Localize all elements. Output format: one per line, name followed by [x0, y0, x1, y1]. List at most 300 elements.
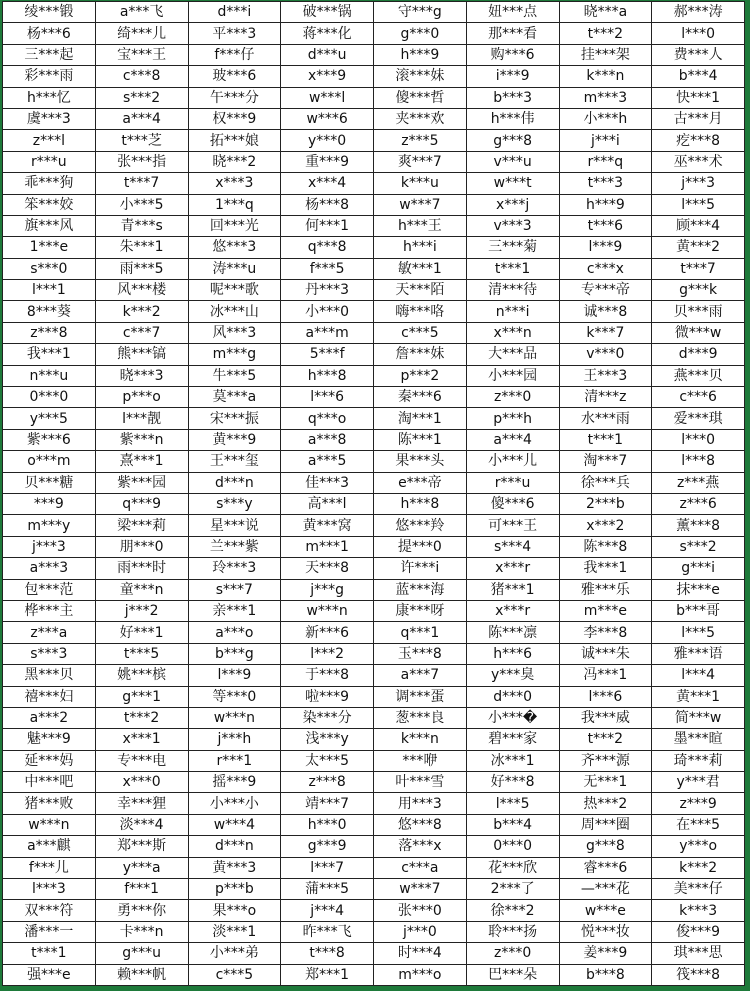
table-cell: g***8: [466, 130, 559, 151]
table-cell: 风***楼: [95, 280, 188, 301]
table-cell: 权***9: [188, 108, 281, 129]
table-cell: x***j: [466, 194, 559, 215]
table-cell: 桦***主: [3, 600, 96, 621]
table-cell: 丹***3: [281, 280, 374, 301]
table-cell: 专***帝: [559, 280, 652, 301]
table-row: [3, 536, 745, 557]
table-cell: 等***0: [188, 686, 281, 707]
table-cell: 兰***紫: [188, 536, 281, 557]
table-cell: 紫***6: [3, 429, 96, 450]
table-row: [3, 515, 745, 536]
table-cell: 夹***欢: [374, 108, 467, 129]
table-cell: h***9: [559, 194, 652, 215]
table-cell: 破***锅: [281, 2, 374, 23]
table-cell: 紫***园: [95, 472, 188, 493]
table-cell: 旗***风: [3, 215, 96, 236]
table-cell: 落***x: [374, 836, 467, 857]
table-cell: d***i: [188, 2, 281, 23]
table-cell: v***u: [466, 151, 559, 172]
table-cell: 詹***妹: [374, 344, 467, 365]
table-cell: z***0: [466, 387, 559, 408]
table-cell: w***n: [281, 600, 374, 621]
table-cell: 张***0: [374, 900, 467, 921]
table-cell: 涛***u: [188, 258, 281, 279]
table-cell: w***t: [466, 173, 559, 194]
table-cell: 陈***8: [559, 536, 652, 557]
table-cell: 微***w: [652, 322, 745, 343]
table-cell: 蒋***化: [281, 23, 374, 44]
table-cell: 强***e: [3, 964, 96, 985]
table-row: [3, 408, 745, 429]
table-cell: 天***陌: [374, 280, 467, 301]
table-cell: q***8: [281, 237, 374, 258]
table-cell: 魅***9: [3, 729, 96, 750]
table-cell: b***4: [652, 66, 745, 87]
table-cell: 染***分: [281, 707, 374, 728]
table-cell: 琪***思: [652, 943, 745, 964]
table-cell: 淡***4: [95, 814, 188, 835]
table-cell: c***a: [374, 857, 467, 878]
table-cell: 中***吧: [3, 772, 96, 793]
table-cell: w***n: [188, 707, 281, 728]
table-row: [3, 921, 745, 942]
table-cell: 热***2: [559, 793, 652, 814]
table-row: [3, 643, 745, 664]
table-cell: 三***菊: [466, 237, 559, 258]
table-cell: g***0: [374, 23, 467, 44]
table-row: [3, 322, 745, 343]
table-cell: t***5: [95, 643, 188, 664]
table-cell: 三***起: [3, 44, 96, 65]
table-cell: —***花: [559, 879, 652, 900]
table-cell: 费***人: [652, 44, 745, 65]
table-cell: ***9: [3, 493, 96, 514]
table-cell: j***0: [374, 921, 467, 942]
table-cell: y***0: [281, 130, 374, 151]
table-cell: 黄***1: [652, 686, 745, 707]
table-cell: a***麒: [3, 836, 96, 857]
table-cell: h***0: [281, 814, 374, 835]
table-row: [3, 344, 745, 365]
table-cell: p***b: [188, 879, 281, 900]
table-row: [3, 879, 745, 900]
table-row: [3, 558, 745, 579]
table-cell: 猪***败: [3, 793, 96, 814]
table-cell: 聆***扬: [466, 921, 559, 942]
table-cell: 卡***n: [95, 921, 188, 942]
table-cell: 佳***3: [281, 472, 374, 493]
table-cell: n***i: [466, 301, 559, 322]
table-cell: l***靓: [95, 408, 188, 429]
table-row: [3, 237, 745, 258]
table-cell: 1***e: [3, 237, 96, 258]
table-cell: w***l: [281, 87, 374, 108]
table-cell: 何***1: [281, 215, 374, 236]
table-cell: 2***了: [466, 879, 559, 900]
table-cell: 昨***飞: [281, 921, 374, 942]
table-cell: r***q: [559, 151, 652, 172]
table-cell: 陈***1: [374, 429, 467, 450]
table-row: [3, 87, 745, 108]
table-cell: 爽***7: [374, 151, 467, 172]
table-cell: 王***玺: [188, 451, 281, 472]
table-cell: 挂***架: [559, 44, 652, 65]
table-cell: s***2: [652, 536, 745, 557]
table-cell: 朱***1: [95, 237, 188, 258]
table-cell: a***8: [281, 429, 374, 450]
table-cell: w***4: [188, 814, 281, 835]
table-cell: 禧***妇: [3, 686, 96, 707]
table-cell: i***9: [466, 66, 559, 87]
table-cell: 傻***哲: [374, 87, 467, 108]
table-cell: h***9: [374, 44, 467, 65]
table-row: [3, 857, 745, 878]
table-cell: z***a: [3, 622, 96, 643]
table-cell: 于***8: [281, 665, 374, 686]
table-cell: x***n: [466, 322, 559, 343]
table-cell: q***9: [95, 493, 188, 514]
table-cell: 潘***一: [3, 921, 96, 942]
table-cell: 那***看: [466, 23, 559, 44]
table-cell: 2***b: [559, 493, 652, 514]
table-cell: s***4: [466, 536, 559, 557]
table-cell: l***0: [652, 429, 745, 450]
table-cell: s***y: [188, 493, 281, 514]
table-cell: d***n: [188, 836, 281, 857]
table-row: [3, 836, 745, 857]
table-cell: 紫***n: [95, 429, 188, 450]
table-cell: v***0: [559, 344, 652, 365]
table-cell: 购***6: [466, 44, 559, 65]
table-cell: 姜***9: [559, 943, 652, 964]
table-cell: 守***g: [374, 2, 467, 23]
table-cell: b***8: [559, 964, 652, 985]
table-cell: s***7: [188, 579, 281, 600]
table-cell: t***3: [559, 173, 652, 194]
table-cell: 杨***6: [3, 23, 96, 44]
table-cell: h***伟: [466, 108, 559, 129]
table-cell: 晓***3: [95, 365, 188, 386]
table-cell: 杨***8: [281, 194, 374, 215]
table-row: [3, 793, 745, 814]
table-cell: 浅***y: [281, 729, 374, 750]
table-cell: 碧***家: [466, 729, 559, 750]
table-cell: 提***0: [374, 536, 467, 557]
table-cell: 高***l: [281, 493, 374, 514]
table-cell: 幸***狸: [95, 793, 188, 814]
table-cell: 嗨***咯: [374, 301, 467, 322]
table-cell: 悠***3: [188, 237, 281, 258]
table-cell: 重***9: [281, 151, 374, 172]
table-cell: 墨***暄: [652, 729, 745, 750]
table-row: [3, 707, 745, 728]
table-cell: 拓***娘: [188, 130, 281, 151]
table-cell: 悠***羚: [374, 515, 467, 536]
table-cell: j***3: [652, 173, 745, 194]
table-cell: 青***s: [95, 215, 188, 236]
table-cell: 俊***9: [652, 921, 745, 942]
table-cell: 0***0: [3, 387, 96, 408]
table-row: [3, 44, 745, 65]
table-cell: 张***指: [95, 151, 188, 172]
table-cell: 呢***歌: [188, 280, 281, 301]
table-cell: 睿***6: [559, 857, 652, 878]
table-cell: 小***�: [466, 707, 559, 728]
table-cell: 郑***1: [281, 964, 374, 985]
table-cell: 果***o: [188, 900, 281, 921]
table-row: [3, 493, 745, 514]
table-cell: 乖***狗: [3, 173, 96, 194]
table-cell: 雅***乐: [559, 579, 652, 600]
table-cell: a***飞: [95, 2, 188, 23]
table-cell: d***u: [281, 44, 374, 65]
table-cell: x***1: [95, 729, 188, 750]
table-cell: m***3: [559, 87, 652, 108]
table-cell: c***x: [559, 258, 652, 279]
table-cell: 巫***术: [652, 151, 745, 172]
table-cell: 双***符: [3, 900, 96, 921]
table-row: [3, 173, 745, 194]
table-cell: l***1: [3, 280, 96, 301]
table-cell: 悦***妆: [559, 921, 652, 942]
table-cell: 我***威: [559, 707, 652, 728]
table-row: [3, 451, 745, 472]
table-cell: l***5: [652, 622, 745, 643]
table-cell: 彩***雨: [3, 66, 96, 87]
table-row: [3, 23, 745, 44]
table-cell: 好***8: [466, 772, 559, 793]
table-cell: x***4: [281, 173, 374, 194]
table-cell: x***r: [466, 558, 559, 579]
table-cell: t***7: [95, 173, 188, 194]
table-cell: d***n: [188, 472, 281, 493]
table-cell: 童***n: [95, 579, 188, 600]
table-cell: j***3: [3, 536, 96, 557]
table-cell: 郑***斯: [95, 836, 188, 857]
table-row: [3, 750, 745, 771]
table-cell: t***芝: [95, 130, 188, 151]
table-cell: z***l: [3, 130, 96, 151]
table-cell: w***7: [374, 879, 467, 900]
table-cell: 巴***朵: [466, 964, 559, 985]
table-cell: x***2: [559, 515, 652, 536]
table-cell: s***3: [3, 643, 96, 664]
table-cell: l***9: [188, 665, 281, 686]
table-row: [3, 622, 745, 643]
table-cell: c***6: [652, 387, 745, 408]
table-cell: 小***h: [559, 108, 652, 129]
table-cell: 勇***你: [95, 900, 188, 921]
table-row: [3, 194, 745, 215]
table-cell: g***8: [559, 836, 652, 857]
table-cell: r***1: [188, 750, 281, 771]
table-cell: 周***圈: [559, 814, 652, 835]
table-cell: z***8: [3, 322, 96, 343]
table-cell: 琦***莉: [652, 750, 745, 771]
table-row: [3, 130, 745, 151]
table-cell: k***n: [374, 729, 467, 750]
table-cell: 小***弟: [188, 943, 281, 964]
table-row: [3, 600, 745, 621]
table-cell: 延***妈: [3, 750, 96, 771]
table-cell: 雨***时: [95, 558, 188, 579]
table-cell: 叶***雪: [374, 772, 467, 793]
table-row: [3, 258, 745, 279]
table-cell: d***0: [466, 686, 559, 707]
table-row: [3, 686, 745, 707]
table-cell: b***4: [466, 814, 559, 835]
table-cell: 清***z: [559, 387, 652, 408]
table-cell: z***5: [374, 130, 467, 151]
table-row: [3, 814, 745, 835]
table-cell: 冯***1: [559, 665, 652, 686]
table-cell: z***8: [281, 772, 374, 793]
table-cell: 顾***4: [652, 215, 745, 236]
table-row: [3, 579, 745, 600]
table-cell: 梁***莉: [95, 515, 188, 536]
table-row: [3, 151, 745, 172]
table-cell: 雨***5: [95, 258, 188, 279]
table-cell: f***1: [95, 879, 188, 900]
table-cell: t***6: [559, 215, 652, 236]
table-row: [3, 964, 745, 985]
table-cell: 回***光: [188, 215, 281, 236]
table-cell: 黄***9: [188, 429, 281, 450]
table-cell: t***1: [3, 943, 96, 964]
table-cell: a***4: [95, 108, 188, 129]
table-cell: c***8: [95, 66, 188, 87]
table-cell: 天***8: [281, 558, 374, 579]
table-cell: 0***0: [466, 836, 559, 857]
table-cell: c***5: [188, 964, 281, 985]
table-cell: w***n: [3, 814, 96, 835]
table-cell: b***3: [466, 87, 559, 108]
table-cell: 筏***8: [652, 964, 745, 985]
table-cell: 陈***凛: [466, 622, 559, 643]
table-cell: 黑***贝: [3, 665, 96, 686]
table-cell: 专***电: [95, 750, 188, 771]
table-cell: 许***i: [374, 558, 467, 579]
table-cell: 朋***0: [95, 536, 188, 557]
table-cell: t***2: [95, 707, 188, 728]
table-cell: 晓***2: [188, 151, 281, 172]
table-cell: k***3: [652, 900, 745, 921]
table-cell: 燕***贝: [652, 365, 745, 386]
table-cell: 用***3: [374, 793, 467, 814]
table-row: [3, 772, 745, 793]
table-cell: 猪***1: [466, 579, 559, 600]
table-cell: z***9: [652, 793, 745, 814]
table-cell: 雅***语: [652, 643, 745, 664]
grid-body: [3, 2, 745, 986]
table-cell: 黄***2: [652, 237, 745, 258]
table-cell: 悠***8: [374, 814, 467, 835]
table-cell: s***0: [3, 258, 96, 279]
table-cell: w***e: [559, 900, 652, 921]
table-cell: 莫***a: [188, 387, 281, 408]
table-cell: c***5: [374, 322, 467, 343]
table-cell: 李***8: [559, 622, 652, 643]
table-cell: 傻***6: [466, 493, 559, 514]
table-cell: p***2: [374, 365, 467, 386]
table-cell: e***帝: [374, 472, 467, 493]
table-cell: t***2: [559, 729, 652, 750]
table-cell: t***7: [652, 258, 745, 279]
table-cell: 抹***e: [652, 579, 745, 600]
table-row: [3, 472, 745, 493]
table-cell: m***1: [281, 536, 374, 557]
table-cell: v***3: [466, 215, 559, 236]
table-cell: 疙***8: [652, 130, 745, 151]
table-cell: k***n: [559, 66, 652, 87]
table-cell: 啦***9: [281, 686, 374, 707]
table-cell: 8***葵: [3, 301, 96, 322]
table-cell: d***9: [652, 344, 745, 365]
table-cell: 小***园: [466, 365, 559, 386]
table-row: [3, 215, 745, 236]
table-cell: 冰***1: [466, 750, 559, 771]
table-cell: 笨***姣: [3, 194, 96, 215]
table-cell: 诚***8: [559, 301, 652, 322]
table-cell: b***g: [188, 643, 281, 664]
table-cell: 我***1: [559, 558, 652, 579]
table-cell: 小***0: [281, 301, 374, 322]
table-cell: w***6: [281, 108, 374, 129]
table-cell: l***4: [652, 665, 745, 686]
table-cell: 亲***1: [188, 600, 281, 621]
table-cell: m***g: [188, 344, 281, 365]
table-cell: z***0: [466, 943, 559, 964]
table-cell: 贝***糖: [3, 472, 96, 493]
table-cell: 贝***雨: [652, 301, 745, 322]
table-cell: t***1: [559, 429, 652, 450]
table-cell: l***8: [652, 451, 745, 472]
table-cell: a***7: [374, 665, 467, 686]
table-row: [3, 2, 745, 23]
table-cell: n***u: [3, 365, 96, 386]
table-cell: l***3: [3, 879, 96, 900]
table-cell: 王***3: [559, 365, 652, 386]
table-cell: x***3: [188, 173, 281, 194]
table-cell: h***忆: [3, 87, 96, 108]
table-cell: q***1: [374, 622, 467, 643]
table-cell: r***u: [3, 151, 96, 172]
table-cell: f***仔: [188, 44, 281, 65]
table-cell: 宋***振: [188, 408, 281, 429]
table-cell: h***8: [281, 365, 374, 386]
table-cell: 5***f: [281, 344, 374, 365]
table-cell: 绮***儿: [95, 23, 188, 44]
table-cell: 牛***5: [188, 365, 281, 386]
table-cell: 熊***镐: [95, 344, 188, 365]
table-cell: 快***1: [652, 87, 745, 108]
table-row: [3, 729, 745, 750]
table-cell: ***咿: [374, 750, 467, 771]
table-row: [3, 429, 745, 450]
table-row: [3, 943, 745, 964]
table-cell: p***h: [466, 408, 559, 429]
table-cell: 美***仔: [652, 879, 745, 900]
table-row: [3, 280, 745, 301]
table-cell: m***y: [3, 515, 96, 536]
table-cell: 无***1: [559, 772, 652, 793]
table-cell: 康***呀: [374, 600, 467, 621]
table-cell: l***7: [281, 857, 374, 878]
table-cell: z***燕: [652, 472, 745, 493]
table-cell: 太***5: [281, 750, 374, 771]
table-cell: y***o: [652, 836, 745, 857]
table-cell: m***o: [374, 964, 467, 985]
